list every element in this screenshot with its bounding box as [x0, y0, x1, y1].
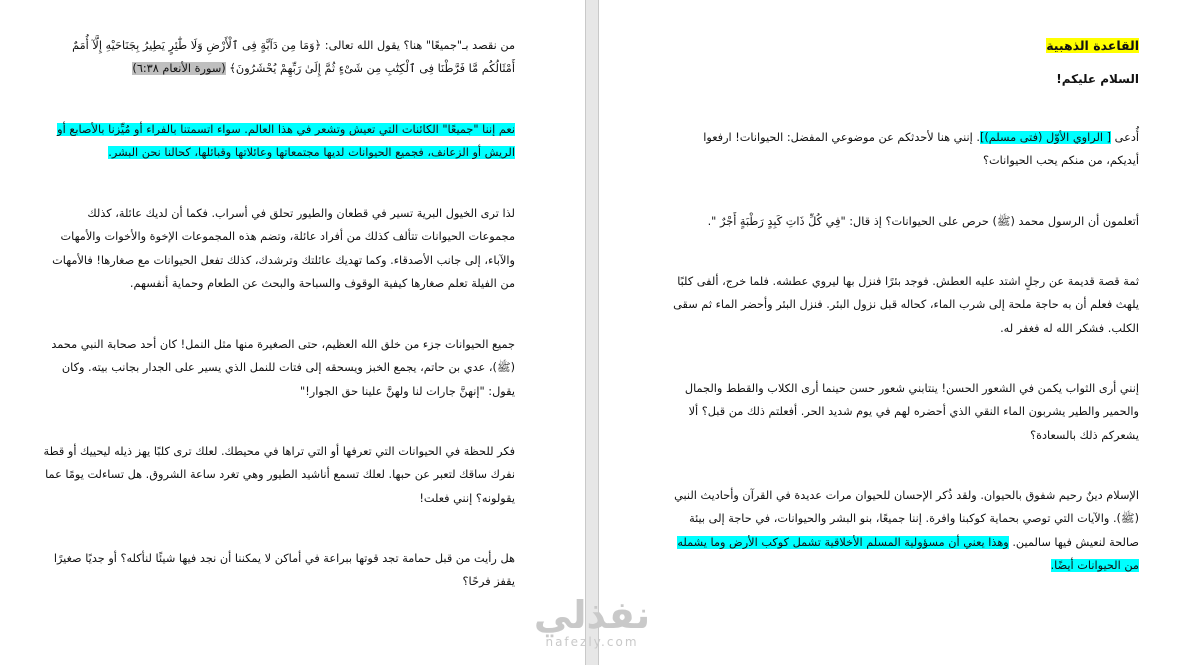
- left-page-content: [40, 34, 515, 594]
- quran-verse-text: من نقصد بـ"جميعًا" هنا؟ يقول الله تعالى: ﴿وَمَا مِن دَآبَّةٍ فِى ٱلْأَرْضِ وَلَا طَٰٓئِرٍ يَطِيرُ بِجَنَاحَيْهِ إِلَّآ أُمَمٌ أَمْثَالُكُم مَّا فَرَّطْنَا فِى ٱلْكِتَٰبِ مِن شَىْءٍ ثُمَّ إِلَىٰ رَبِّهِمْ يُحْشَرُونَ﴾: [72, 39, 515, 76]
- right-paragraph-4: إنني أرى الثواب يكمن في الشعور الحسن! ينتابني شعور حسن حينما أرى الكلاب والقطط والجمال والحمير والطير يشربون الماء النقي الذي أحضره لهم في يوم شديد الحر. أفعلتم ذلك من قبل؟ ألا يشعركم ذلك بالسعادة؟: [684, 382, 1139, 442]
- left-paragraph-1: [40, 34, 515, 81]
- watermark: [522, 595, 662, 649]
- left-paragraph-3: لذا ترى الخيول البرية تسير في قطعان والطيور تحلق في أسراب. فكما أن لديك عائلة، كذلك مجموعات الحيوانات تتألف كذلك من أفراد عائلة، وتضم هذه المجموعات الإخوة والأخوات والأمهات والآباء، إلى جانب الأصدقاء. وكما تهديك عائلتك وترشدك، كذلك تفعل الحيوانات مع صغارها! فالأمهات من الفيلة تعلم صغارها كيفية الوقوف والسباحة والبحث عن الطعام وحماية أنفسهم.: [52, 207, 515, 291]
- left-paragraph-6: هل رأيت من قبل حمامة تجد قوتها ببراعة في أماكن لا يمكننا أن نجد فيها شيئًا لنأكله؟ أو جديًا صغيرًا يقفز فرحًا؟: [53, 552, 515, 589]
- highlighted-text: وهذا يعني أن مسؤولية المسلم الأخلاقية تشمل كوكب الأرض وما يشمله من الحيوانات أيضًا.: [677, 535, 1139, 573]
- left-page: [0, 0, 585, 665]
- right-paragraph-2: أتعلمون أن الرسول محمد (ﷺ) حرص على الحيوانات؟ إذ قال: "فِي كُلِّ ذَاتِ كَبِدٍ رَطْبَةٍ أَجْرٌ ".: [707, 215, 1139, 228]
- right-paragraph-1: أُدعى [ الراوي الأوّل (فتى مسلم)]. إنني هنا لأحدثكم عن موضوعي المفضل: الحيوانات! ارفعوا أيديكم، من منكم يحب الحيوانات؟: [703, 131, 1139, 168]
- left-paragraph-2: [40, 118, 515, 165]
- verse-citation: (سورة الأنعام ٦:٣٨): [132, 62, 226, 76]
- greeting: السلام عليكم!: [1056, 72, 1139, 86]
- right-page-content: [667, 34, 1139, 578]
- page-title: القاعدة الذهبية: [1046, 38, 1139, 53]
- right-paragraph-5: الإسلام دينٌ رحيم شفوق بالحيوان. ولقد ذُكر الإحسان للحيوان مرات عديدة في القرآن وأحاديث النبي (ﷺ). والآيات التي توصي بحماية كوكبنا وافرة. إننا جميعًا، بنو البشر والحيوانات، في حاجة إلى بيئة صالحة لنعيش فيها سالمين. وهذا يعني أن مسؤولية المسلم الأخلاقية تشمل كوكب الأرض وما يشمله من الحيوانات أيضًا.: [674, 489, 1139, 573]
- watermark-logo: نفذلي: [533, 593, 651, 637]
- narrator-label: [ الراوي الأوّل (فتى مسلم)]: [979, 131, 1112, 144]
- right-page: [599, 0, 1195, 665]
- highlighted-text: نعم إننا "جميعًا" الكائنات التي تعيش وتشعر في هذا العالم. سواء اتسمتنا بالفراء أو مُيِّزنا بالأصابع أو الريش أو الزعانف، فجميع الحيوانات لديها مجتمعاتها وعائلاتها وقبائلها، كحالنا نحن البشر.: [57, 123, 515, 160]
- page-gutter: [585, 0, 599, 665]
- right-paragraph-3: ثمة قصة قديمة عن رجلٍ اشتد عليه العطش. فوجد بئرًا فنزل بها ليروي عطشه. فلما خرج، ألفى كلبًا يلهث فعلم أن به حاجة ملحة إلى شرب الماء، كحاله قبل نزول البئر. فنزل البئر وأحضر الماء ثم سقى الكلب. فشكر الله له فغفر له.: [673, 275, 1139, 335]
- watermark-site: nafezly.com: [545, 635, 639, 649]
- left-paragraph-4: جميع الحيوانات جزء من خلق الله العظيم، حتى الصغيرة منها مثل النمل! كان أحد صحابة النبي محمد (ﷺ)، عدي بن حاتم، يجمع الخبز ويسحقه إلى فتات للنمل الذي يسير على الجدار بجانب بيته. وكان يقول: "إنهنَّ جارات لنا ولهنَّ علينا حق الجوار!": [51, 338, 515, 398]
- left-paragraph-5: فكر للحظة في الحيوانات التي تعرفها أو التي تراها في محيطك. لعلك ترى كلبًا يهز ذيله ليحييك أو قطة نفرك ساقك لتعبر عن حبها. لعلك تسمع أناشيد الطيور وهي تغرد ساعة الشروق. هل تساءلت يومًا عما يقولونه؟ إنني فعلت!: [43, 445, 515, 505]
